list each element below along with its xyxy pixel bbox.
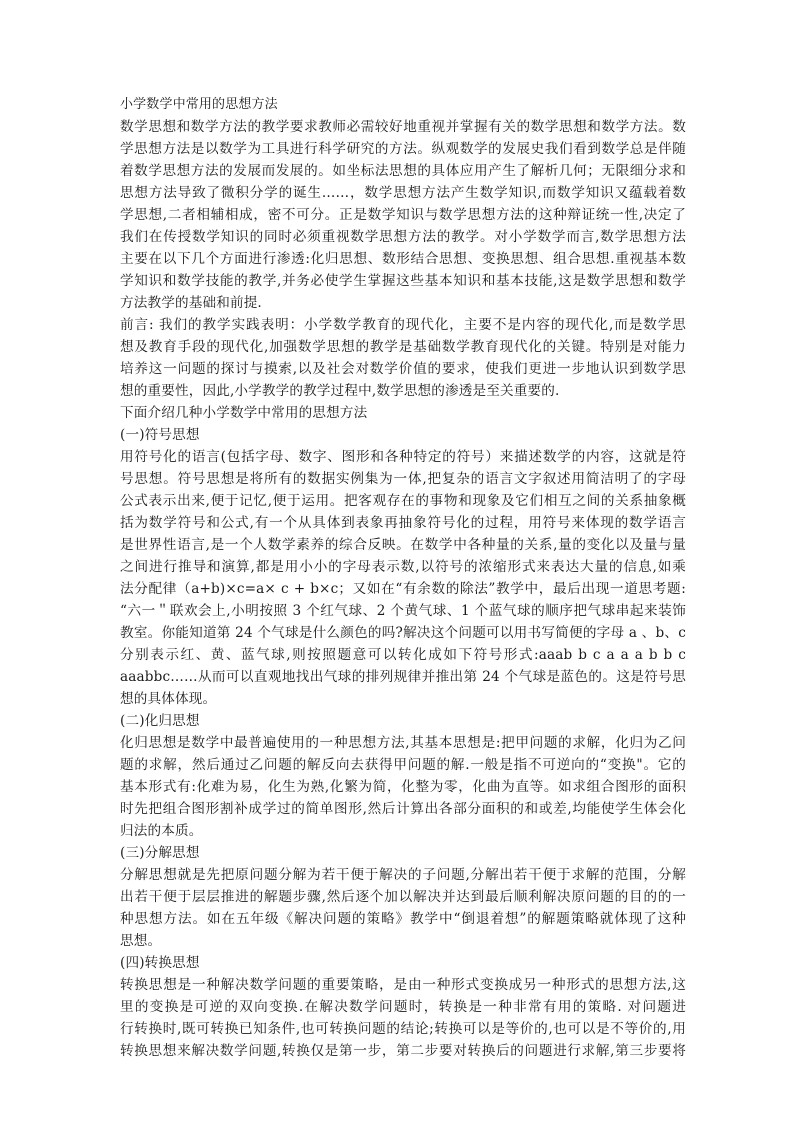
section-line: 化归思想是数学中最普遍使用的一种思想方法,其基本思想是:把甲问题的求解，化归为乙问 [120, 735, 686, 751]
section-heading-decomposition: (三)分解思想 [120, 845, 200, 861]
intro-line: 着数学思想方法的发展而发展的。如坐标法思想的具体应用产生了解析几何；无限细分求和 [120, 163, 686, 179]
intro-line: 我们在传授数学知识的同时必须重视数学思想方法的教学。对小学数学而言,数学思想方法 [120, 229, 686, 245]
intro-line: 学知识和数学技能的教学,并务必使学生掌握这些基本知识和基本技能,这是数学思想和数学 [120, 273, 686, 289]
section-heading-conversion: (四)转换思想 [120, 955, 200, 971]
section-line: 里的变换是可逆的双向变换.在解决数学问题时，转换是一种非常有用的策略. 对问题进 [120, 999, 686, 1015]
preface-line: 前言: 我们的教学实践表明：小学数学教育的现代化，主要不是内容的现代化,而是数学思 [120, 317, 686, 333]
section-line: 用符号化的语言(包括字母、数字、图形和各种特定的符号）来描述数学的内容，这就是符 [120, 449, 686, 465]
section-line: 法分配律（a+b)×c=a× c + b×c；又如在“有余数的除法”教学中，最后出现一道思考题: [120, 581, 686, 597]
section-line: 思想。 [120, 933, 162, 949]
intro-line: 方法教学的基础和前提. [120, 295, 262, 311]
section-line: 时先把组合图形割补成学过的简单图形,然后计算出各部分面积的和或差,均能使学生体会化 [120, 801, 686, 817]
document-title: 小学数学中常用的思想方法 [120, 97, 278, 112]
list-intro: 下面介绍几种小学数学中常用的思想方法 [120, 405, 368, 421]
intro-line: 思想方法导致了微积分学的诞生……，数学思想方法产生数学知识,而数学知识又蕴载着数 [120, 185, 686, 201]
section-line: 教室。你能知道第 24 个气球是什么颜色的吗?解决这个问题可以用书写简便的字母 a 、b、c [120, 625, 686, 641]
section-line: 分别表示红、黄、蓝气球,则按照题意可以转化成如下符号形式:aaab b c a a a b b c [120, 647, 686, 663]
preface-line: 想及教育手段的现代化,加强数学思想的教学是基础数学教育现代化的关键。特别是对能力 [120, 339, 686, 355]
section-line: 公式表示出来,便于记忆,便于运用。把客观存在的事物和现象及它们相互之间的关系抽象概 [120, 493, 686, 509]
section-heading-symbol: (一)符号思想 [120, 427, 200, 443]
section-line: 行转换时,既可转换已知条件,也可转换问题的结论;转换可以是等价的,也可以是不等价的,用 [120, 1021, 686, 1037]
section-line: aaabbc……从而可以直观地找出气球的排列规律并推出第 24 个气球是蓝色的。这是符号思 [120, 669, 686, 685]
intro-line: 数学思想和数学方法的教学要求教师必需较好地重视并掌握有关的数学思想和数学方法。数 [120, 119, 686, 135]
section-line: 转换思想是一种解决数学问题的重要策略，是由一种形式变换成另一种形式的思想方法,这 [120, 977, 686, 993]
section-heading-reduction: (二)化归思想 [120, 713, 200, 729]
intro-line: 学思想,二者相辅相成，密不可分。正是数学知识与数学思想方法的这种辩证统一性,决定了 [120, 207, 686, 223]
section-line: 基本形式有:化难为易，化生为熟,化繁为简，化整为零，化曲为直等。如求组合图形的面积 [120, 779, 686, 795]
section-line: 分解思想就是先把原问题分解为若干便于解决的子问题,分解出若干便于求解的范围，分解 [120, 867, 686, 883]
document-page [120, 94, 686, 1062]
preface-line: 培养这一问题的探讨与摸索,以及社会对数学价值的要求，使我们更进一步地认识到数学思 [120, 361, 686, 377]
section-line: 括为数学符号和公式,有一个从具体到表象再抽象符号化的过程，用符号来体现的数学语言 [120, 515, 686, 531]
section-line: “六一＂联欢会上,小明按照 3 个红气球、2 个黄气球、1 个蓝气球的顺序把气球串起来装饰 [120, 603, 686, 619]
preface-line: 想的重要性，因此,小学教学的教学过程中,数学思想的渗透是至关重要的. [120, 383, 560, 399]
section-line: 是世界性语言,是一个人数学素养的综合反映。在数学中各种量的关系,量的变化以及量与量 [120, 537, 686, 553]
section-line: 号思想。符号思想是将所有的数据实例集为一体,把复杂的语言文字叙述用简洁明了的字母 [120, 471, 686, 487]
section-line: 归法的本质。 [120, 823, 203, 839]
section-line: 想的具体体现。 [120, 691, 217, 707]
section-line: 出若干便于层层推进的解题步骤,然后逐个加以解决并达到最后顺利解决原问题的目的的一 [120, 889, 686, 905]
section-line: 之间进行推导和演算,都是用小小的字母表示数,以符号的浓缩形式来表达大量的信息,如乘 [120, 559, 686, 575]
intro-line: 主要在以下几个方面进行渗透:化归思想、数形结合思想、变换思想、组合思想.重视基本数 [120, 251, 686, 267]
section-line: 转换思想来解决数学问题,转换仅是第一步，第二步要对转换后的问题进行求解,第三步要将 [120, 1043, 686, 1059]
section-line: 题的求解，然后通过乙问题的解反向去获得甲问题的解.一般是指不可逆向的“变换"。它的 [120, 757, 686, 773]
intro-line: 学思想方法是以数学为工具进行科学研究的方法。纵观数学的发展史我们看到数学总是伴随 [120, 141, 686, 157]
section-line: 种思想方法。如在五年级《解决问题的策略》教学中“倒退着想”的解题策略就体现了这种 [120, 911, 686, 927]
